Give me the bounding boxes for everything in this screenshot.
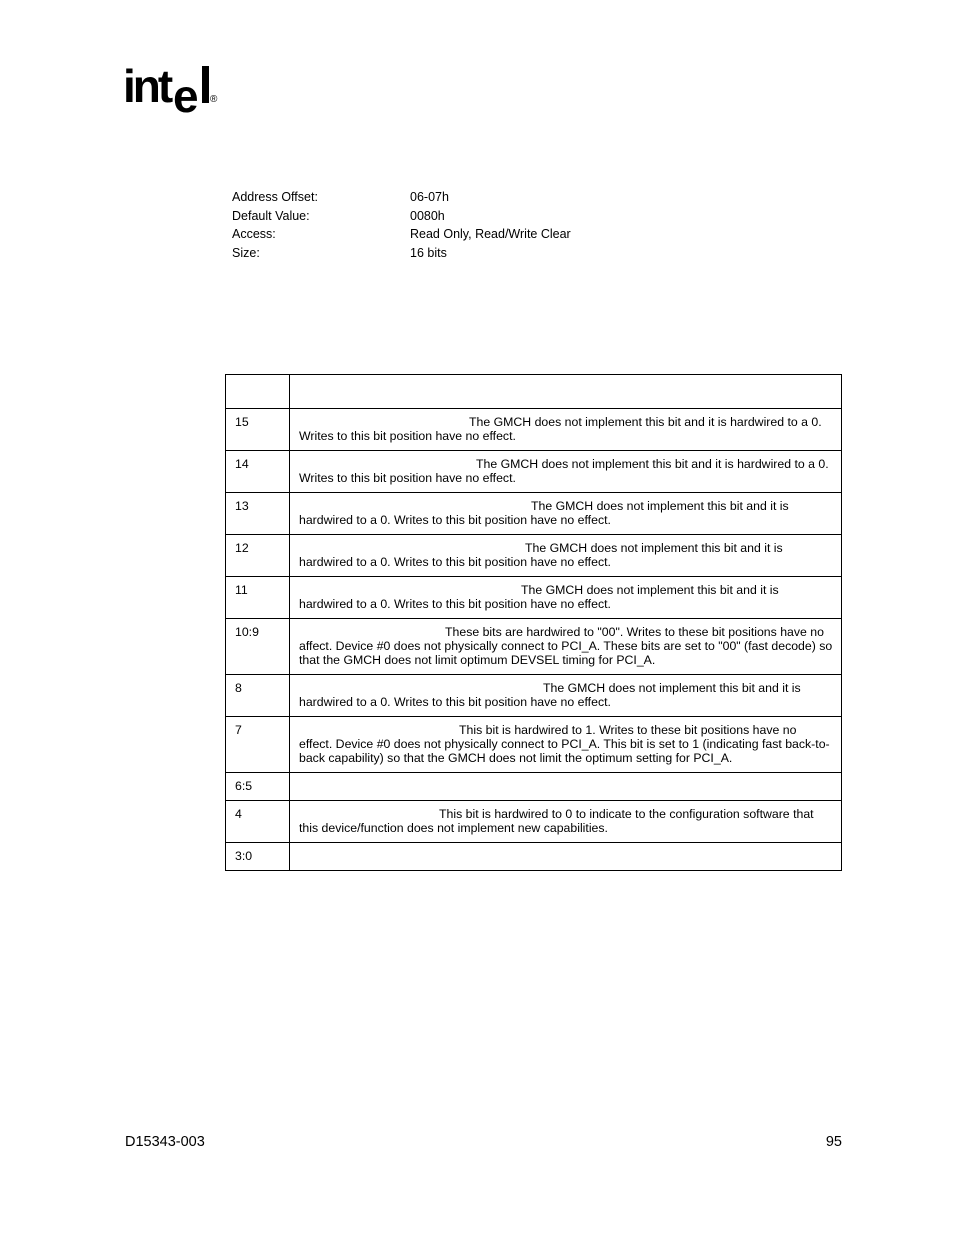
reg-row-default-value — [232, 207, 571, 226]
reg-row-size — [232, 244, 571, 263]
description-cell — [290, 451, 842, 493]
table-row — [226, 801, 842, 843]
bit-cell: 15 — [226, 409, 290, 451]
header-cell-description — [290, 375, 842, 409]
bit-description-table — [225, 374, 842, 871]
bit-cell: 13 — [226, 493, 290, 535]
reg-value: Read Only, Read/Write Clear — [410, 227, 571, 242]
description-cell — [290, 773, 842, 801]
bit-cell: 7 — [226, 717, 290, 773]
footer-doc-id: D15343-003 — [125, 1134, 205, 1150]
description-cell — [290, 717, 842, 773]
table-row — [226, 717, 842, 773]
description-text: The GMCH does not implement this bit and it is hardwired to a 0. Writes to this bit position have no effect. — [299, 415, 822, 443]
description-cell — [290, 535, 842, 577]
reg-row-access — [232, 225, 571, 244]
description-text: This bit is hardwired to 1. Writes to these bit positions have no effect. Device #0 does not physically connect to PCI_A. This bit is set to 1 (indicating fast back-to-back capability) so that the GMCH does not limit the optimum setting for PCI_A. — [299, 723, 830, 765]
description-cell — [290, 619, 842, 675]
bit-cell: 8 — [226, 675, 290, 717]
description-cell — [290, 801, 842, 843]
description-text: The GMCH does not implement this bit and it is hardwired to a 0. Writes to this bit position have no effect. — [299, 499, 789, 527]
description-text: The GMCH does not implement this bit and it is hardwired to a 0. Writes to this bit position have no effect. — [299, 457, 829, 485]
intel-logo — [123, 58, 223, 118]
bit-cell: 6:5 — [226, 773, 290, 801]
reg-value: 0080h — [410, 208, 445, 223]
description-cell — [290, 675, 842, 717]
table-row — [226, 451, 842, 493]
footer-page-number: 95 — [825, 1134, 842, 1150]
table-header-row — [226, 375, 842, 409]
table-row — [226, 577, 842, 619]
svg-text:int: int — [123, 60, 171, 112]
bit-cell: 3:0 — [226, 843, 290, 871]
table-row — [226, 843, 842, 871]
table-row — [226, 619, 842, 675]
reg-label: Size: — [232, 246, 260, 261]
description-text: The GMCH does not implement this bit and it is hardwired to a 0. Writes to this bit position have no effect. — [299, 583, 779, 611]
description-text: The GMCH does not implement this bit and it is hardwired to a 0. Writes to this bit position have no effect. — [299, 681, 801, 709]
bit-cell: 4 — [226, 801, 290, 843]
description-text: These bits are hardwired to "00". Writes to these bit positions have no affect. Device #0 does not physically connect to PCI_A. These bits are set to "00" (fast decode) so that the GMCH does not limit optimum DEVSEL timing for PCI_A. — [299, 625, 833, 667]
registered-mark: ® — [210, 94, 218, 105]
description-text: The GMCH does not implement this bit and it is hardwired to a 0. Writes to this bit position have no effect. — [299, 541, 783, 569]
reg-label: Address Offset: — [232, 190, 318, 204]
bit-cell: 10:9 — [226, 619, 290, 675]
table-row — [226, 493, 842, 535]
description-cell — [290, 409, 842, 451]
description-cell — [290, 493, 842, 535]
header-cell-bit — [226, 375, 290, 409]
description-text: This bit is hardwired to 0 to indicate to the configuration software that this device/function does not implement new capabilities. — [299, 807, 814, 835]
reg-row-address-offset — [232, 188, 571, 207]
table-row — [226, 535, 842, 577]
svg-text:e: e — [173, 70, 199, 118]
register-info — [232, 188, 571, 263]
bit-cell: 11 — [226, 577, 290, 619]
reg-value: 16 bits — [410, 246, 447, 261]
bit-cell: 14 — [226, 451, 290, 493]
description-cell — [290, 577, 842, 619]
reg-value: 06-07h — [410, 190, 449, 204]
description-cell — [290, 843, 842, 871]
table-row — [226, 773, 842, 801]
table-row — [226, 409, 842, 451]
bit-cell: 12 — [226, 535, 290, 577]
reg-label: Default Value: — [232, 208, 310, 223]
table-row — [226, 675, 842, 717]
reg-label: Access: — [232, 227, 276, 242]
